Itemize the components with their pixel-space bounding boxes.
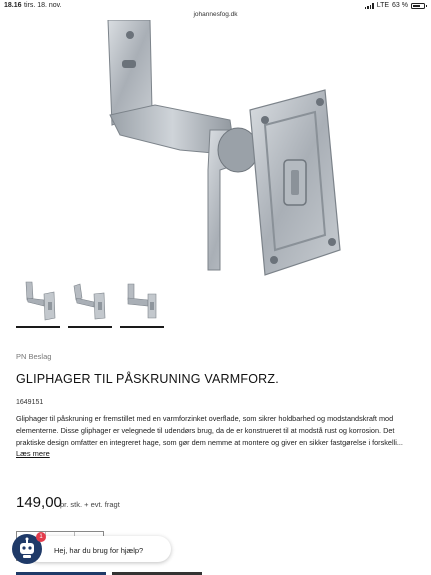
status-bar — [0, 0, 431, 18]
thumbnail-1[interactable] — [16, 278, 60, 328]
thumbnail-selected-indicator — [16, 326, 60, 328]
network-label: LTE — [376, 2, 390, 9]
thumbnail-strip — [16, 278, 164, 328]
product-price: 149,00 — [16, 494, 62, 511]
thumbnail-2[interactable] — [68, 278, 112, 328]
status-date: tirs. 18. nov. — [24, 2, 62, 9]
product-title: GLIPHAGER TIL PÅSKRUNING VARMFORZ. — [16, 372, 279, 386]
chat-message[interactable]: Hej, har du brug for hjælp? — [54, 546, 144, 555]
product-main-image[interactable] — [60, 20, 370, 280]
product-sku: 1649151 — [16, 399, 44, 406]
address-bar-url[interactable]: johannesfog.dk — [193, 11, 238, 18]
product-description: Gliphager til påskruning er fremstillet med en varmforzinket overflade, som sikrer holdbarhed og modstandskraft mod elementerne. Disse gliphager er velegnede til udendørs brug, da de er konstrueret til at modstå rust og korrosion. Det praktiske design omfatter en integreret hage, som gør dem nemme at montere og giver en sikker fastgørelse i forskelli... — [16, 414, 403, 447]
product-brand[interactable]: PN Beslag — [16, 352, 52, 361]
signal-icon — [365, 3, 374, 9]
battery-percent: 63 % — [392, 2, 408, 9]
notification-badge: 1 — [36, 532, 46, 542]
status-time: 18.16 — [4, 2, 22, 9]
thumbnail-3[interactable] — [120, 278, 164, 328]
status-indicators — [365, 2, 425, 9]
chat-widget[interactable] — [12, 534, 162, 564]
price-note: pr. stk. + evt. fragt — [60, 500, 120, 509]
battery-icon — [411, 3, 425, 9]
thumbnail-divider — [120, 326, 164, 328]
read-more-link[interactable]: Læs mere — [16, 449, 50, 458]
thumbnail-divider — [68, 326, 112, 328]
